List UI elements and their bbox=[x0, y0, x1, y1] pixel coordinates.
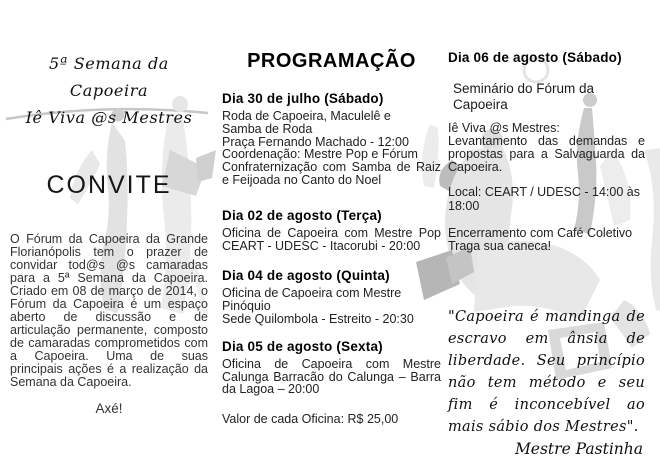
seminar-subtitle: Seminário do Fórum da Capoeira bbox=[453, 81, 595, 112]
seminar-intro: Iê Viva @s Mestres: bbox=[448, 121, 560, 135]
seminar-panel bbox=[448, 50, 645, 458]
event-aug-05 bbox=[222, 339, 441, 396]
invite-panel bbox=[8, 50, 210, 416]
event-detail-paragraph: Oficina de Capoeira com Mestre Calunga Barracão do Calunga – Barra da Lagoa – 20:00 bbox=[222, 356, 441, 397]
seminar-day-heading: Dia 06 de agosto (Sábado) bbox=[448, 50, 622, 65]
seminar-location: Local: CEART / UDESC - 14:00 às 18:00 bbox=[448, 185, 640, 213]
event-detail-line: Samba de Roda bbox=[222, 121, 313, 136]
event-title-line1: 5ª Semana da Capoeira bbox=[49, 54, 169, 100]
event-aug-04 bbox=[222, 268, 441, 325]
invite-heading: CONVITE bbox=[46, 171, 172, 199]
event-jul-30 bbox=[222, 91, 441, 161]
pastinha-quote: "Capoeira é mandinga de escravo em ânsia de liberdade. Seu princípio não tem método e seu fim é inconcebível ao mais sábio dos Mestres". bbox=[448, 309, 645, 435]
event-day-heading: Dia 05 de agosto (Sexta) bbox=[222, 338, 383, 354]
signoff-text: Axé! bbox=[95, 401, 123, 416]
seminar-description: Levantamento das demandas e propostas para a Salvaguarda da Capoeira. bbox=[448, 134, 645, 174]
event-day-heading: Dia 30 de julho (Sábado) bbox=[222, 91, 384, 106]
closing-line-2: Traga sua caneca! bbox=[448, 239, 552, 253]
invite-paragraph: O Fórum da Capoeira da Grande Florianópolis tem o prazer de convidar tod@s @s camaradas para a 5ª Semana da Capoeira. Criado em 08 de março de 2014, o Fórum da Capoeira é um espaço aberto de discussão e de articulação permanente, composto de camaradas comprometidos com a Capoeira. Uma de suas principais ações é a realização da Semana da Capoeira. bbox=[10, 232, 208, 389]
event-title bbox=[8, 50, 210, 131]
program-panel bbox=[222, 50, 441, 426]
quote-author: Mestre Pastinha bbox=[514, 440, 643, 458]
event-extra-note: Confraternização com Samba de Raiz e Feijoada no Canto do Noel bbox=[222, 160, 441, 187]
event-title-line2: Iê Viva @s Mestres bbox=[25, 108, 193, 127]
event-detail-line: Roda de Capoeira, Maculelê e bbox=[222, 109, 391, 123]
event-day-heading: Dia 02 de agosto (Terça) bbox=[222, 207, 382, 223]
event-aug-02 bbox=[222, 208, 441, 253]
closing-line-1: Encerramento com Café Coletivo bbox=[448, 226, 633, 240]
event-detail-paragraph: Oficina de Capoeira com Mestre Pop CEART - UDESC - Itacorubi - 20:00 bbox=[222, 225, 441, 253]
program-heading: PROGRAMAÇÃO bbox=[247, 50, 416, 72]
workshop-price: Valor de cada Oficina: R$ 25,00 bbox=[222, 412, 399, 427]
event-detail-line: Sede Quilombola - Estreito - 20:30 bbox=[222, 311, 414, 326]
event-detail-line: Coordenação: Mestre Pop e Fórum bbox=[222, 147, 418, 162]
event-detail-line: Praça Fernando Machado - 12:00 bbox=[222, 134, 409, 149]
event-detail-line: Oficina de Capoeira com Mestre Pinóquio bbox=[222, 286, 402, 314]
event-day-heading: Dia 04 de agosto (Quinta) bbox=[222, 268, 390, 284]
